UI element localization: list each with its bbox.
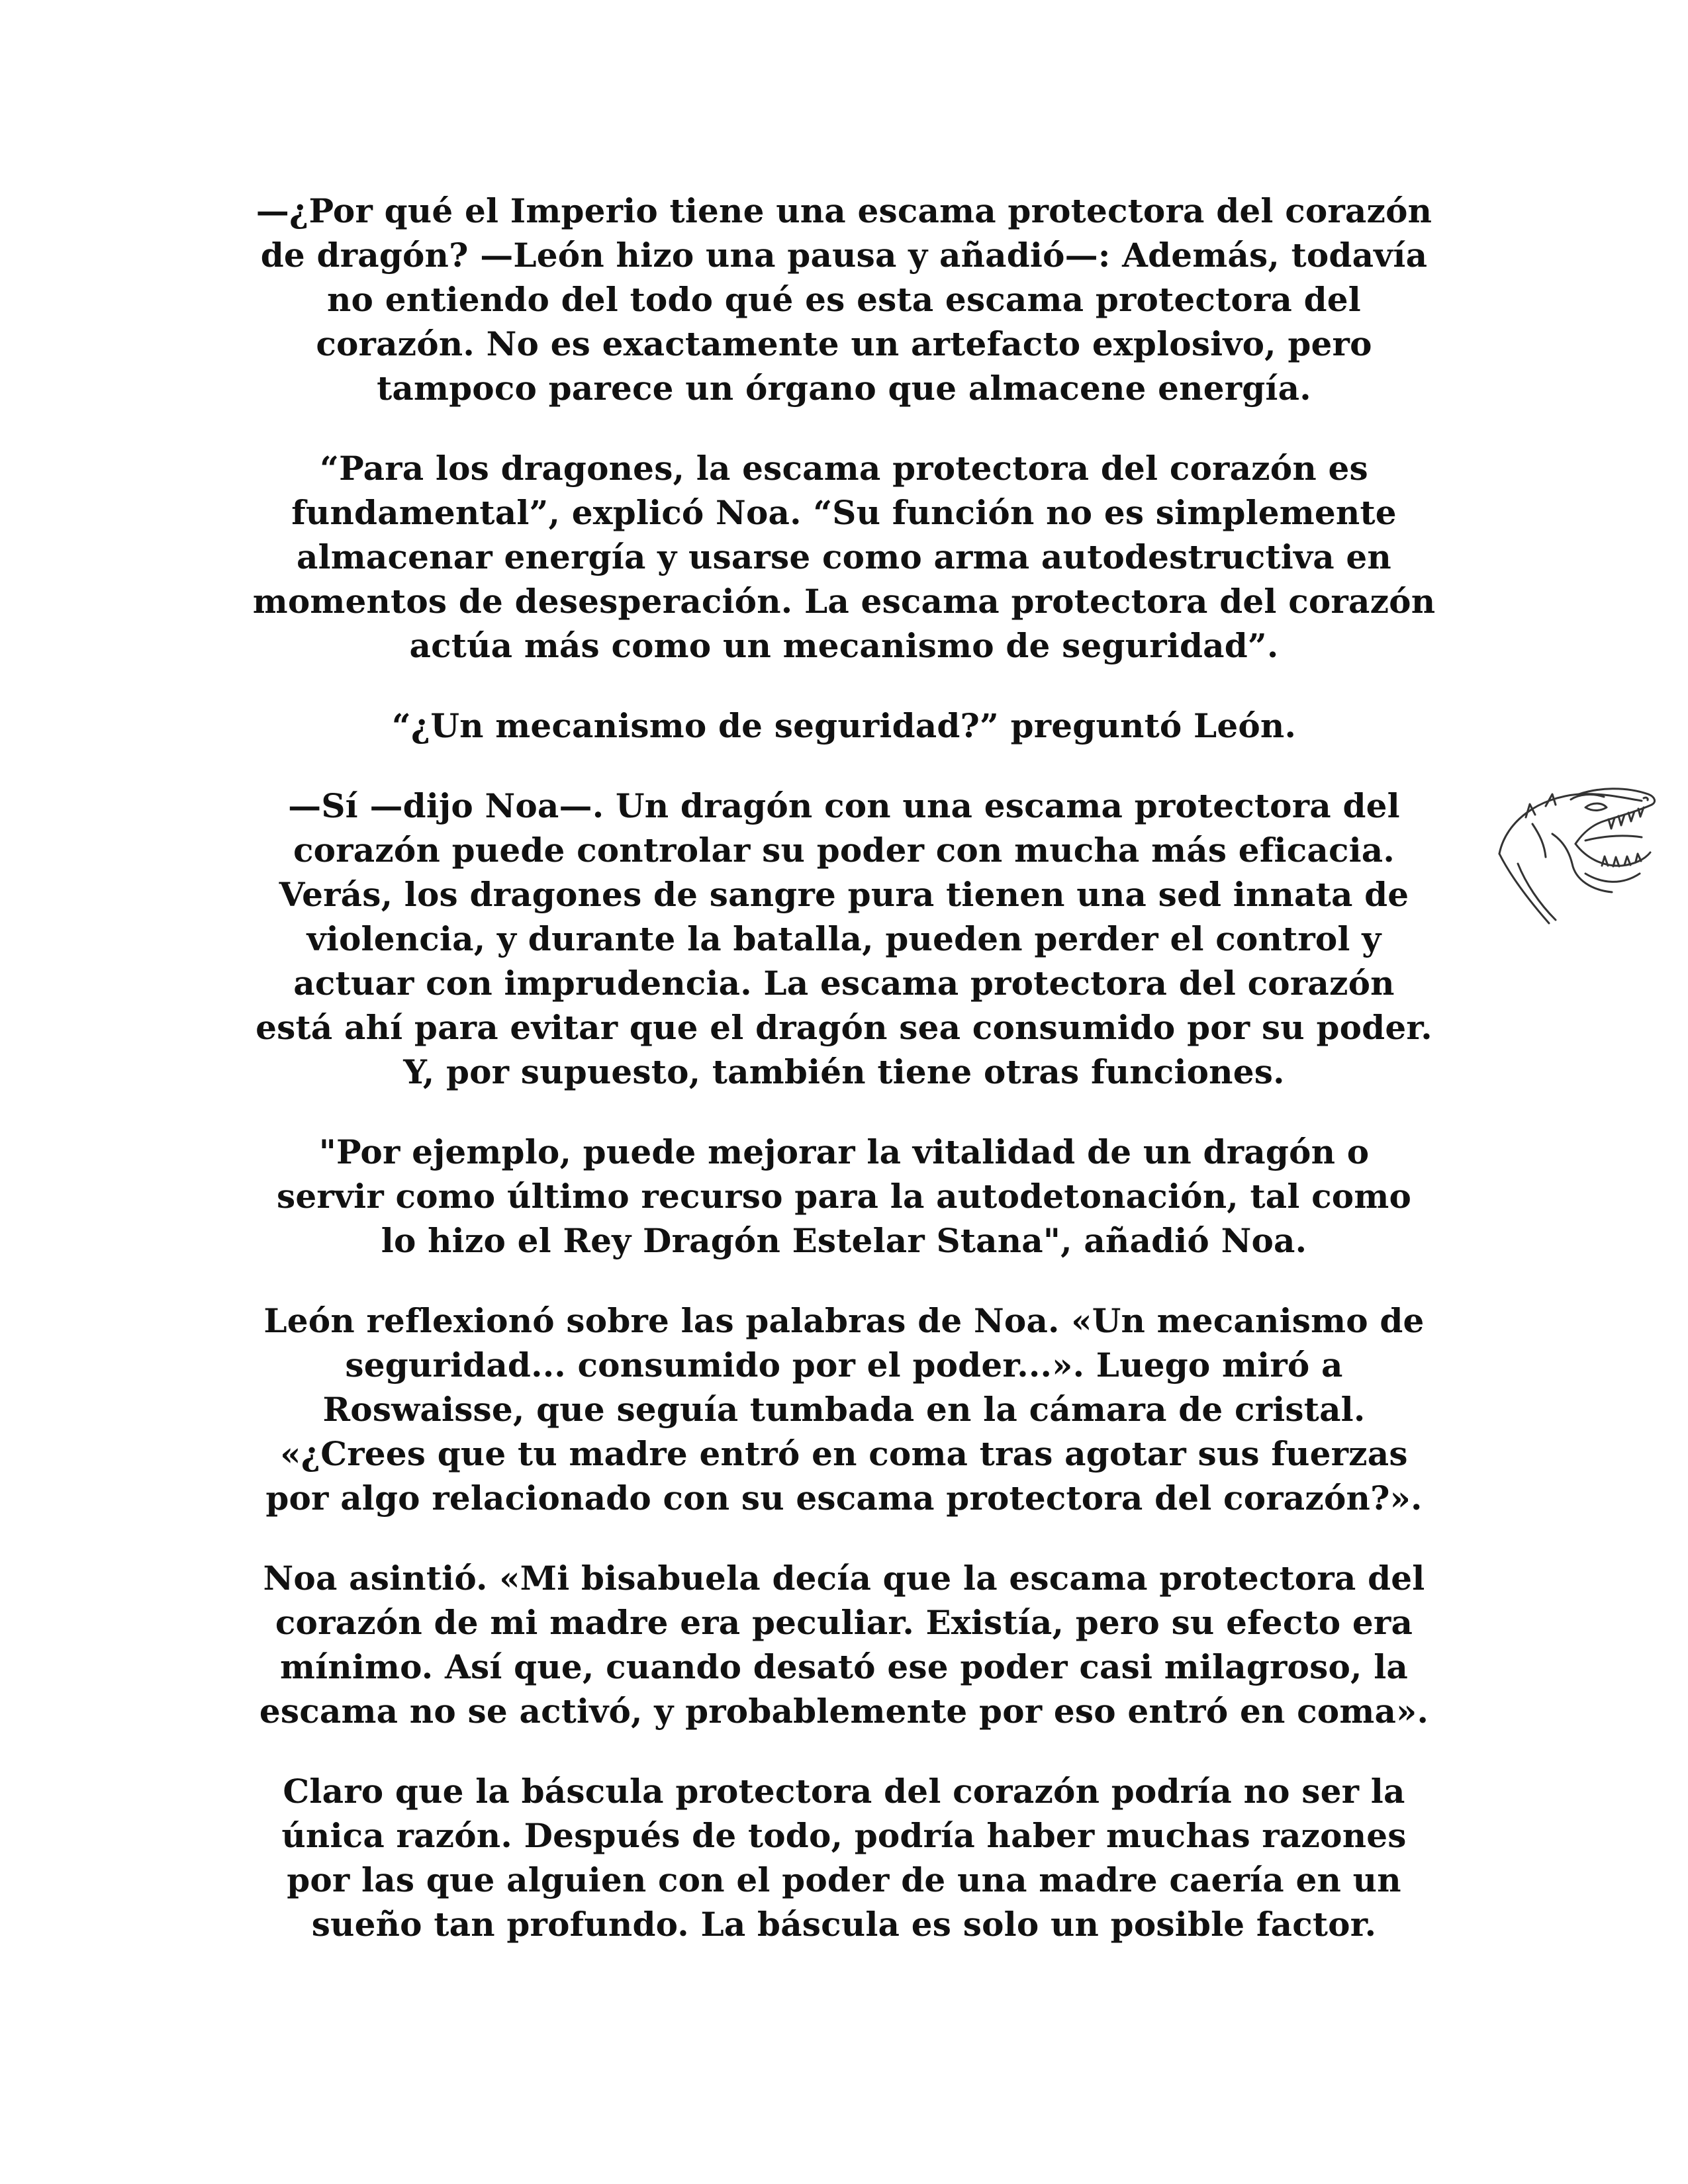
- paragraph: [225, 1769, 1463, 1946]
- text-line: León reflexionó sobre las palabras de Noa. «Un mecanismo de: [263, 1301, 1425, 1340]
- paragraph: [225, 446, 1463, 668]
- text-line: lo hizo el Rey Dragón Estelar Stana", añadió Noa.: [381, 1221, 1307, 1260]
- text-line: Noa asintió. «Mi bisabuela decía que la escama protectora del: [263, 1559, 1425, 1598]
- paragraph: [225, 1556, 1463, 1733]
- text-line: Verás, los dragones de sangre pura tienen una sed innata de: [279, 875, 1409, 914]
- text-line: por algo relacionado con su escama protectora del corazón?».: [265, 1479, 1423, 1518]
- paragraph: [225, 704, 1463, 748]
- text-line: momentos de desesperación. La escama protectora del corazón: [252, 582, 1436, 621]
- text-line: mínimo. Así que, cuando desató ese poder casi milagroso, la: [279, 1647, 1408, 1686]
- text-line: corazón puede controlar su poder con mucha más eficacia.: [293, 831, 1395, 870]
- text-line: —¿Por qué el Imperio tiene una escama protectora del corazón: [256, 191, 1432, 230]
- text-line: «¿Crees que tu madre entró en coma tras agotar sus fuerzas: [280, 1434, 1408, 1473]
- text-line: sueño tan profundo. La báscula es solo un posible factor.: [311, 1905, 1377, 1944]
- text-line: almacenar energía y usarse como arma autodestructiva en: [297, 537, 1391, 576]
- text-line: corazón. No es exactamente un artefacto explosivo, pero: [316, 324, 1372, 363]
- text-line: fundamental”, explicó Noa. “Su función no es simplemente: [291, 493, 1397, 532]
- dragon-head-sketch-icon: [1486, 774, 1662, 930]
- text-line: única razón. Después de todo, podría haber muchas razones: [281, 1816, 1407, 1855]
- text-line: está ahí para evitar que el dragón sea consumido por su poder.: [256, 1008, 1432, 1047]
- text-line: “Para los dragones, la escama protectora del corazón es: [320, 449, 1368, 488]
- text-line: escama no se activó, y probablemente por eso entró en coma».: [259, 1692, 1429, 1731]
- paragraph: [225, 1298, 1463, 1520]
- text-line: Roswaisse, que seguía tumbada en la cámara de cristal.: [322, 1390, 1366, 1429]
- text-line: servir como último recurso para la autodetonación, tal como: [276, 1177, 1412, 1216]
- text-line: actúa más como un mecanismo de seguridad”.: [409, 626, 1279, 665]
- text-line: de dragón? —León hizo una pausa y añadió—: Además, todavía: [260, 236, 1428, 275]
- paragraph: [225, 1130, 1463, 1263]
- text-line: Y, por supuesto, también tiene otras funciones.: [403, 1052, 1285, 1091]
- text-line: no entiendo del todo qué es esta escama protectora del: [326, 280, 1362, 319]
- story-text: [225, 189, 1463, 1982]
- text-line: tampoco parece un órgano que almacene energía.: [377, 369, 1311, 408]
- text-line: actuar con imprudencia. La escama protectora del corazón: [293, 964, 1395, 1003]
- paragraph: [225, 784, 1463, 1094]
- text-line: corazón de mi madre era peculiar. Existía, pero su efecto era: [275, 1603, 1413, 1642]
- text-line: "Por ejemplo, puede mejorar la vitalidad de un dragón o: [318, 1132, 1370, 1171]
- text-line: seguridad... consumido por el poder...». Luego miró a: [345, 1345, 1343, 1385]
- text-line: —Sí —dijo Noa—. Un dragón con una escama protectora del: [288, 786, 1400, 825]
- text-line: violencia, y durante la batalla, pueden perder el control y: [306, 919, 1382, 958]
- text-line: Claro que la báscula protectora del corazón podría no ser la: [283, 1772, 1405, 1811]
- paragraph: [225, 189, 1463, 410]
- text-line: “¿Un mecanismo de seguridad?” preguntó León.: [391, 706, 1297, 745]
- text-line: por las que alguien con el poder de una madre caería en un: [287, 1860, 1401, 1899]
